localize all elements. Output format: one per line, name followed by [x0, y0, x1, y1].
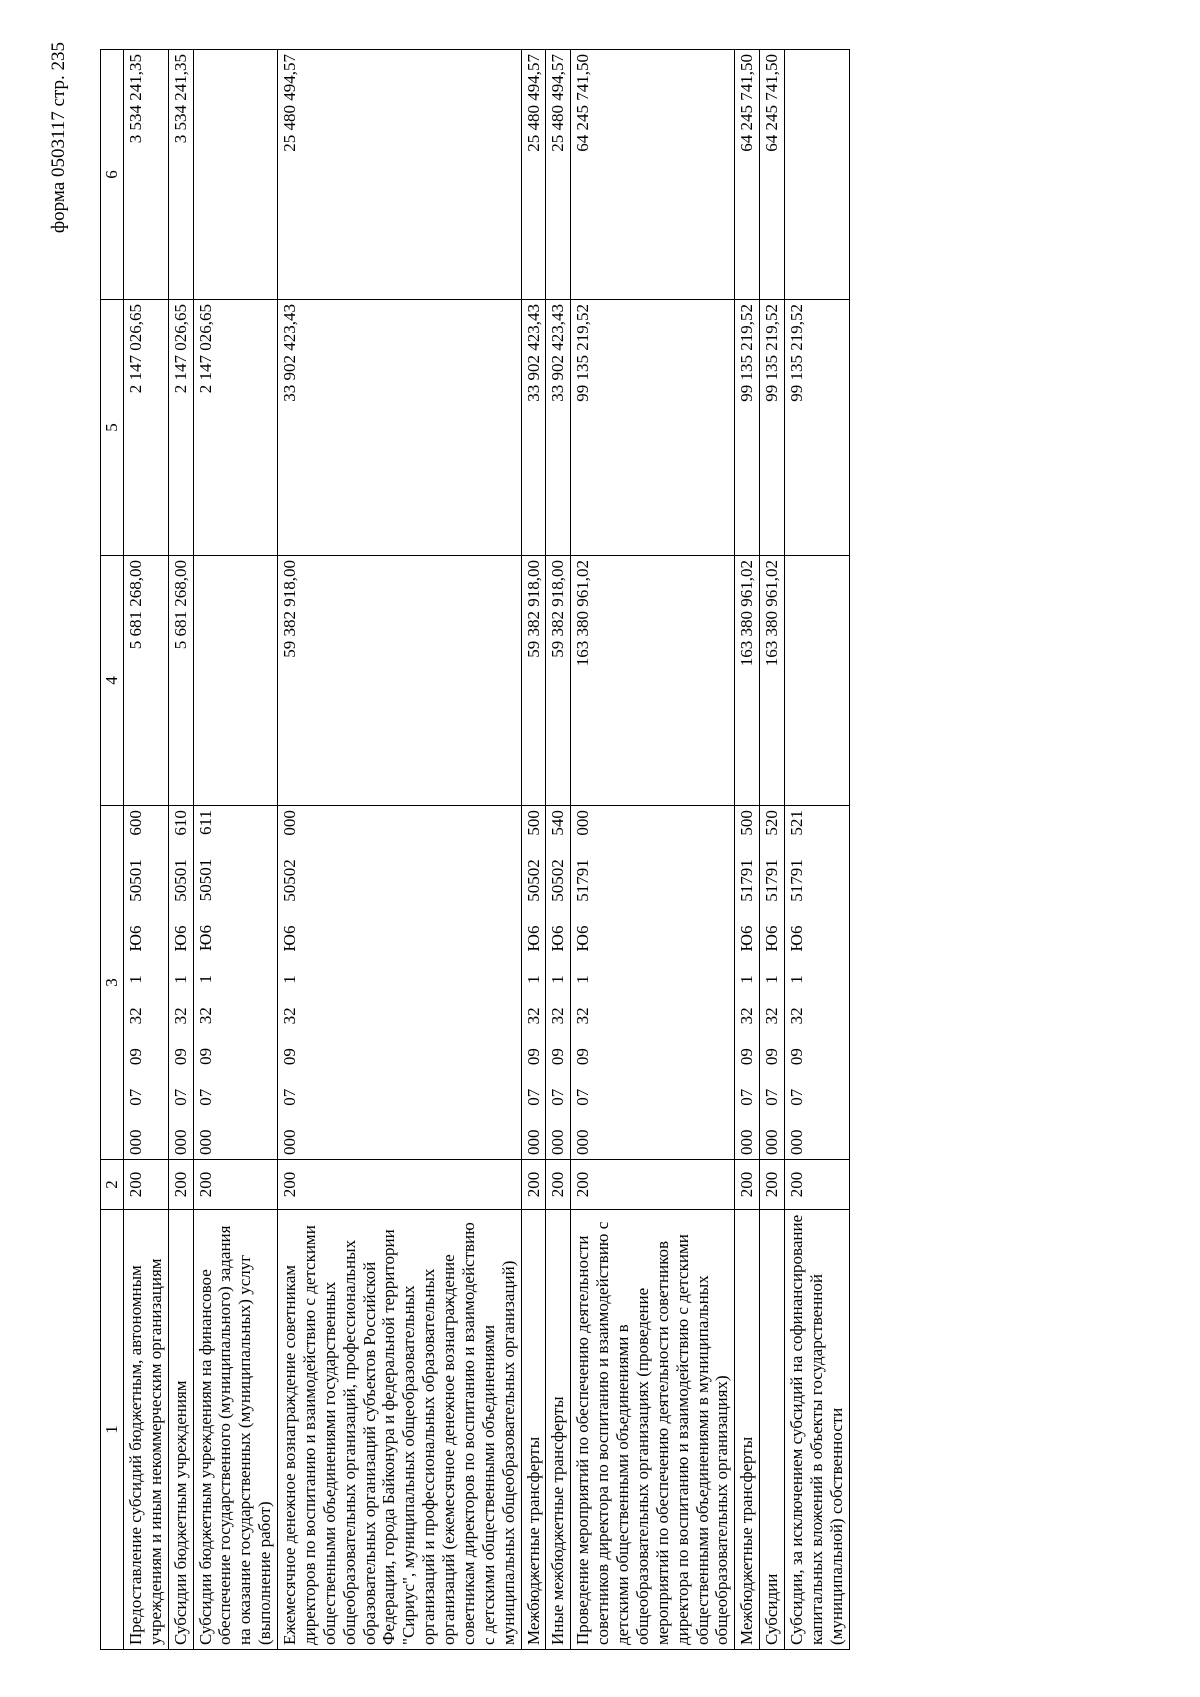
code-parts: [196, 810, 216, 1155]
code-part: 32: [787, 1007, 806, 1025]
code-part: 000: [280, 810, 299, 836]
row-amount-col5: 33 902 423,43: [546, 300, 571, 556]
row-amount-col4: 163 380 961,02: [760, 556, 785, 806]
code-part: 540: [548, 810, 568, 836]
row-classification-code: [168, 806, 193, 1160]
code-part: 09: [170, 1048, 190, 1066]
table-row: [571, 50, 735, 1650]
row-name: Иные межбюджетные трансферты: [546, 1210, 571, 1650]
code-parts: [573, 810, 593, 1155]
code-part: 32: [195, 1007, 215, 1025]
row-name: Субсидии, за исключением субсидий на софинансирование капитальных вложений в объекты государственной (муниципальной) собственности: [785, 1210, 850, 1650]
code-part: 520: [762, 810, 782, 836]
code-part: 000: [523, 1129, 543, 1155]
table-row: [521, 50, 546, 1650]
row-amount-col6: 25 480 494,57: [521, 50, 546, 300]
code-part: 50501: [170, 859, 190, 902]
row-classification-code: [571, 806, 735, 1160]
row-amount-col4: 59 382 918,00: [278, 556, 522, 806]
row-amount-col5: 2 147 026,65: [168, 300, 193, 556]
code-part: 09: [737, 1048, 757, 1066]
code-part: 07: [573, 1088, 593, 1106]
code-part: 500: [523, 810, 543, 836]
row-amount-col6: 64 245 741,50: [760, 50, 785, 300]
row-classification-code: [193, 806, 278, 1160]
code-part: 32: [523, 1007, 543, 1025]
row-line-code: 200: [193, 1160, 278, 1210]
code-part: 000: [548, 1129, 568, 1155]
row-line-code: 200: [760, 1160, 785, 1210]
row-amount-col4: 163 380 961,02: [735, 556, 760, 806]
code-parts: [762, 810, 782, 1155]
row-name: Ежемесячное денежное вознаграждение советникам директоров по воспитанию и взаимодействию с детскими общественными объединениями государственных общеобразовательных организаций, профессиональных образовательных организаций субъектов Российской Федерации, города Байконура и федеральной территории "Сириус", муниципальных общеобразовательных организаций и профессиональных образовательных организаций (ежемесячное денежное вознаграждение советникам директоров по воспитанию и взаимодействию с детскими общественными объединениями муниципальных общеобразовательных организаций): [278, 1210, 522, 1650]
code-part: 51791: [787, 859, 806, 902]
row-name: Субсидии бюджетным учреждениям: [168, 1210, 193, 1650]
row-amount-col5: 99 135 219,52: [785, 300, 850, 556]
code-part: 07: [195, 1088, 215, 1106]
code-part: 521: [787, 810, 806, 836]
code-part: Ю6: [548, 925, 568, 952]
code-part: 1: [573, 975, 593, 984]
row-line-code: 200: [546, 1160, 571, 1210]
code-parts: [787, 810, 807, 1155]
code-part: 1: [737, 975, 757, 984]
row-classification-code: [521, 806, 546, 1160]
code-part: Ю6: [195, 925, 215, 952]
code-part: 32: [573, 1007, 593, 1025]
code-part: 1: [548, 975, 568, 984]
row-amount-col5: 2 147 026,65: [123, 300, 168, 556]
row-name: Предоставление субсидий бюджетным, автономным учреждениям и иным некоммерческим организациям: [123, 1210, 168, 1650]
row-amount-col6: 25 480 494,57: [278, 50, 522, 300]
row-name: Проведение мероприятий по обеспечению деятельности советников директора по воспитанию и взаимодействию с детскими общественными объединениями в общеобразовательных организациях (проведение мероприятий по обеспечению деятельности советников директора по воспитанию и взаимодействию с детскими общественными объединениями в муниципальных общеобразовательных организациях): [571, 1210, 735, 1650]
code-part: 32: [737, 1007, 757, 1025]
row-amount-col6: 3 534 241,35: [168, 50, 193, 300]
table-row: [193, 50, 278, 1650]
code-part: Ю6: [170, 925, 190, 952]
table-row: [168, 50, 193, 1650]
row-amount-col6: 64 245 741,50: [735, 50, 760, 300]
code-part: 500: [737, 810, 757, 836]
code-part: 000: [573, 1129, 593, 1155]
code-part: 600: [125, 810, 145, 836]
code-part: 32: [548, 1007, 568, 1025]
row-amount-col4: [193, 556, 278, 806]
code-parts: [524, 810, 544, 1155]
code-part: 50502: [548, 859, 568, 902]
code-part: 1: [170, 975, 190, 984]
code-parts: [548, 810, 568, 1155]
row-name: Межбюджетные трансферты: [521, 1210, 546, 1650]
code-part: 09: [195, 1047, 215, 1065]
row-amount-col6: 64 245 741,50: [571, 50, 735, 300]
code-part: 09: [548, 1048, 568, 1066]
code-part: 000: [280, 1129, 299, 1155]
code-part: 09: [787, 1048, 806, 1066]
code-part: 000: [573, 810, 593, 836]
row-classification-code: [546, 806, 571, 1160]
code-parts: [126, 810, 146, 1155]
row-line-code: 200: [278, 1160, 522, 1210]
code-part: 09: [762, 1048, 782, 1066]
code-part: 32: [762, 1007, 782, 1025]
row-line-code: 200: [168, 1160, 193, 1210]
code-part: 07: [523, 1088, 543, 1106]
code-part: 07: [280, 1088, 299, 1106]
row-classification-code: [760, 806, 785, 1160]
col-header-6: 6: [101, 50, 124, 300]
code-part: 000: [125, 1129, 145, 1155]
code-parts: [171, 810, 191, 1155]
code-part: 000: [787, 1129, 806, 1155]
code-part: 07: [125, 1088, 145, 1106]
code-part: 610: [170, 810, 190, 836]
row-amount-col5: 33 902 423,43: [278, 300, 522, 556]
row-name: Субсидии бюджетным учреждениям на финансовое обеспечение государственного (муниципального) задания на оказание государственных (муниципальных) услуг (выполнение работ): [193, 1210, 278, 1650]
code-part: 51791: [762, 859, 782, 902]
table-row: [735, 50, 760, 1650]
table-row: [278, 50, 522, 1650]
row-line-code: 200: [521, 1160, 546, 1210]
code-part: Ю6: [573, 925, 593, 952]
code-part: Ю6: [787, 925, 806, 952]
row-name: Субсидии: [760, 1210, 785, 1650]
row-classification-code: [785, 806, 850, 1160]
code-part: 1: [125, 975, 145, 984]
row-amount-col4: 59 382 918,00: [521, 556, 546, 806]
code-part: 000: [170, 1129, 190, 1155]
code-part: 1: [762, 975, 782, 984]
code-part: 07: [762, 1088, 782, 1106]
row-amount-col4: 163 380 961,02: [571, 556, 735, 806]
code-part: 07: [737, 1088, 757, 1106]
code-part: Ю6: [280, 925, 299, 952]
table-row: [546, 50, 571, 1650]
code-part: Ю6: [125, 925, 145, 952]
code-part: 611: [195, 810, 215, 835]
row-classification-code: [123, 806, 168, 1160]
code-part: 51791: [573, 859, 593, 902]
code-part: 50502: [280, 859, 299, 902]
code-part: 50502: [523, 859, 543, 902]
code-part: 000: [195, 1129, 215, 1155]
code-part: 07: [548, 1088, 568, 1106]
row-line-code: 200: [123, 1160, 168, 1210]
row-amount-col6: 25 480 494,57: [546, 50, 571, 300]
code-part: Ю6: [762, 925, 782, 952]
code-part: 09: [125, 1048, 145, 1066]
col-header-3: 3: [101, 806, 124, 1160]
code-part: 000: [762, 1129, 782, 1155]
code-part: 1: [280, 975, 299, 984]
row-amount-col6: 3 534 241,35: [123, 50, 168, 300]
row-amount-col5: 2 147 026,65: [193, 300, 278, 556]
code-part: 32: [125, 1007, 145, 1025]
code-part: 50501: [125, 859, 145, 902]
row-amount-col4: 59 382 918,00: [546, 556, 571, 806]
row-line-code: 200: [735, 1160, 760, 1210]
row-classification-code: [735, 806, 760, 1160]
row-amount-col5: 99 135 219,52: [760, 300, 785, 556]
code-part: Ю6: [523, 925, 543, 952]
code-part: 1: [523, 975, 543, 984]
code-part: 07: [170, 1088, 190, 1106]
row-classification-code: [278, 806, 522, 1160]
code-part: 1: [195, 974, 215, 984]
header-row: [101, 50, 124, 1650]
code-part: 09: [523, 1048, 543, 1066]
code-part: Ю6: [737, 925, 757, 952]
row-amount-col6: [785, 50, 850, 300]
row-line-code: 200: [571, 1160, 735, 1210]
code-part: 50501: [195, 858, 215, 902]
row-line-code: 200: [785, 1160, 850, 1210]
table-body: [123, 50, 849, 1650]
row-amount-col4: [785, 556, 850, 806]
col-header-2: 2: [101, 1160, 124, 1210]
code-parts: [280, 810, 300, 1155]
row-amount-col4: 5 681 268,00: [123, 556, 168, 806]
rotated-page: [40, 30, 1160, 1670]
form-label: форма 0503117 стр. 235: [48, 42, 69, 234]
row-amount-col5: 99 135 219,52: [735, 300, 760, 556]
report-table: [100, 49, 850, 1650]
code-part: 32: [170, 1007, 190, 1025]
code-part: 09: [573, 1048, 593, 1066]
code-part: 09: [280, 1048, 299, 1066]
code-part: 1: [787, 975, 806, 984]
row-amount-col5: 99 135 219,52: [571, 300, 735, 556]
code-part: 32: [280, 1007, 299, 1025]
row-name: Межбюджетные трансферты: [735, 1210, 760, 1650]
row-amount-col6: [193, 50, 278, 300]
table-row: [785, 50, 850, 1650]
code-part: 07: [787, 1088, 806, 1106]
code-part: 51791: [737, 859, 757, 902]
col-header-1: 1: [101, 1210, 124, 1650]
code-parts: [737, 810, 757, 1155]
col-header-5: 5: [101, 300, 124, 556]
table-row: [123, 50, 168, 1650]
table-row: [760, 50, 785, 1650]
code-part: 000: [737, 1129, 757, 1155]
row-amount-col5: 33 902 423,43: [521, 300, 546, 556]
col-header-4: 4: [101, 556, 124, 806]
row-amount-col4: 5 681 268,00: [168, 556, 193, 806]
